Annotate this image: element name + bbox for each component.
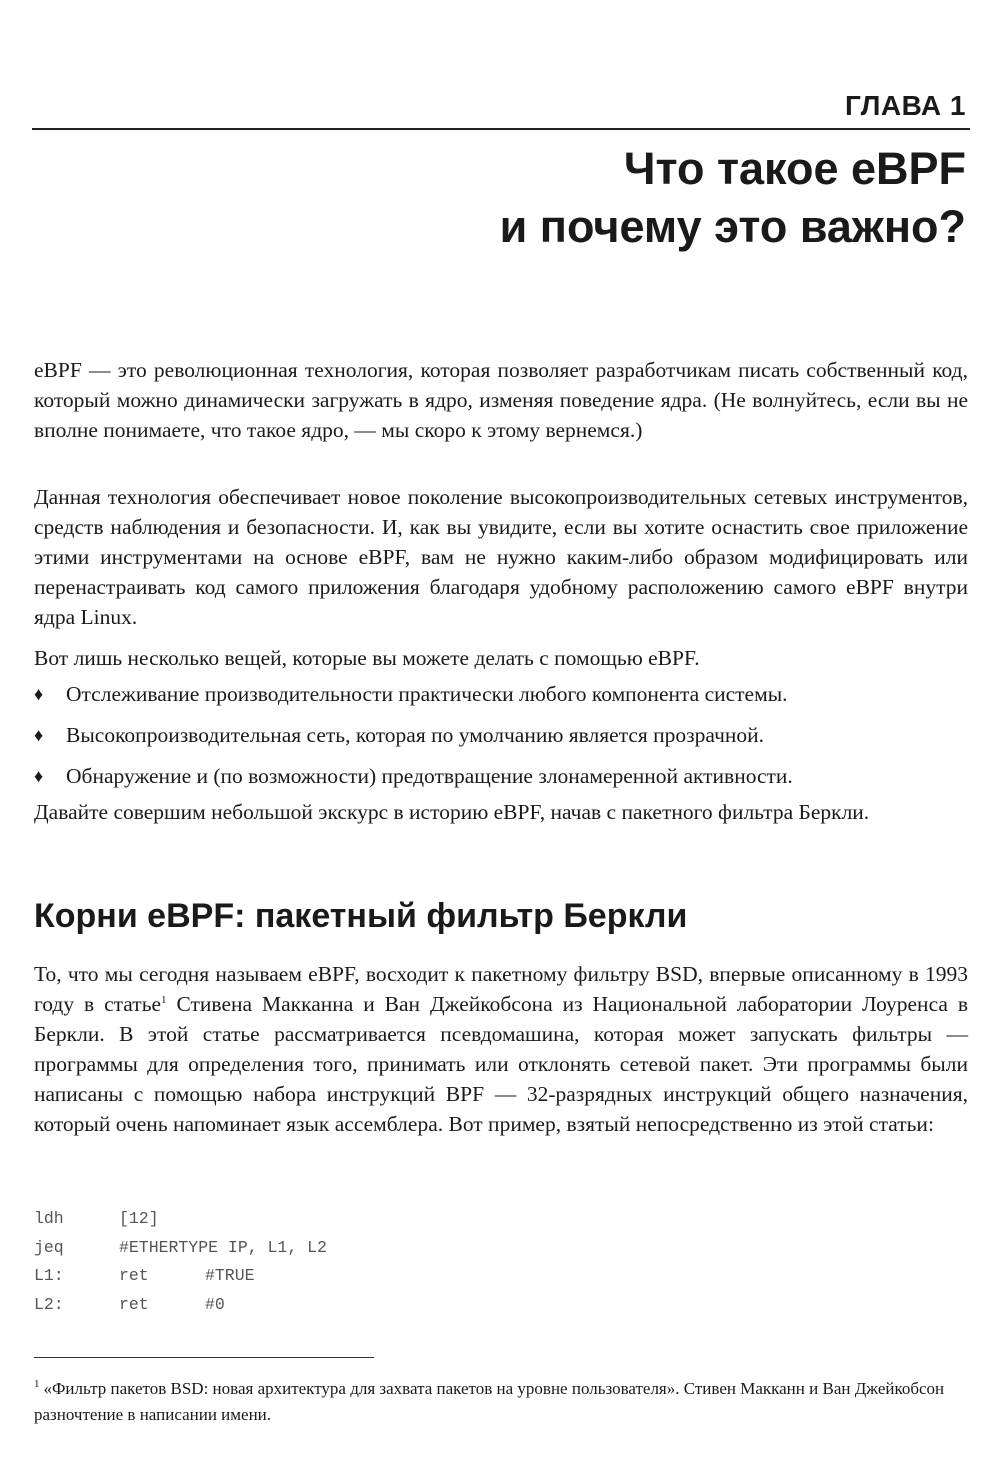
- footnote: [34, 1376, 968, 1428]
- code-line: [34, 1262, 327, 1291]
- code-label: L1:: [34, 1266, 64, 1285]
- code-operand: ret: [119, 1294, 149, 1314]
- list-item: [34, 720, 968, 750]
- chapter-title: [66, 140, 966, 256]
- diamond-bullet-icon: ♦: [34, 684, 44, 704]
- intro-paragraph-3: Вот лишь несколько вещей, которые вы можете делать с помощью eBPF.: [34, 646, 700, 670]
- section-heading: Корни eBPF: пакетный фильтр Беркли: [34, 897, 688, 935]
- section-paragraph-text-start: То, что мы сегодня называем eBPF, восходит к пакетному фильтру BSD, впервые описанному в 1993 году в статье: [34, 962, 968, 1016]
- code-line: [34, 1234, 327, 1263]
- intro-paragraph-1: eBPF — это революционная технология, которая позволяет разработчикам писать собственный код, который можно динамически загружать в ядро, изменяя поведение ядра. (Не волнуйтесь, если вы не вполне понимаете, что такое ядро, — мы скоро к этому вернемся.): [34, 358, 968, 442]
- code-line: [34, 1205, 327, 1234]
- intro-paragraph-2: Данная технология обеспечивает новое поколение высокопроизводительных сетевых инструментов, средств наблюдения и безопасности. И, как вы увидите, если вы хотите оснастить свое приложение этими инструментами на основе eBPF, вам не нужно каким-либо образом модифицировать или перенастраивать код самого приложения благодаря удобному расположению самого eBPF внутри ядра Linux.: [34, 485, 968, 629]
- diamond-bullet-icon: ♦: [34, 725, 44, 745]
- chapter-title-line-1: Что такое eBPF: [623, 143, 966, 194]
- code-operand: [12]: [119, 1209, 159, 1228]
- section-paragraph-1: [34, 959, 968, 1139]
- list-item: [34, 679, 968, 709]
- chapter-label: ГЛАВА 1: [845, 90, 966, 121]
- list-item-text: Высокопроизводительная сеть, которая по умолчанию является прозрачной.: [66, 723, 765, 747]
- footnote-marker: 1: [34, 1378, 40, 1391]
- code-argument: #TRUE: [205, 1266, 255, 1285]
- intro-paragraph-4: Давайте совершим небольшой экскурс в историю eBPF, начав с пакетного фильтра Беркли.: [34, 800, 870, 824]
- list-item: [34, 761, 968, 791]
- list-item-text: Отслеживание производительности практически любого компонента системы.: [66, 682, 788, 706]
- code-label: L2:: [34, 1294, 64, 1314]
- code-block: [34, 1205, 327, 1319]
- feature-list: [34, 679, 968, 802]
- list-item-text: Обнаружение и (по возможности) предотвращение злонамеренной активности.: [66, 764, 793, 788]
- code-label: ldh: [34, 1209, 64, 1228]
- code-operand: ret: [119, 1266, 149, 1285]
- section-paragraph-text-end: Стивена Макканна и Ван Джейкобсона из Национальной лаборатории Лоуренса в Беркли. В этой статье рассматривается псевдомашина, которая может запускать фильтры — программы для определения того, принимать или отклонять сетевой пакет. Эти программы были написаны с помощью набора инструкций BPF — 32-разрядных инструкций общего назначения, который очень напоминает язык ассемблера. Вот пример, взятый непосредственно из этой статьи:: [34, 992, 968, 1136]
- code-label: jeq: [34, 1237, 64, 1257]
- code-argument: #0: [205, 1294, 225, 1314]
- chapter-rule: [32, 128, 970, 130]
- footnote-text: «Фильтр пакетов BSD: новая архитектура для захвата пакетов на уровне пользователя». Стивен Макканн и Ван Джейкобсон разночтение в написании имени.: [34, 1379, 945, 1424]
- footnote-reference[interactable]: 1: [161, 993, 167, 1006]
- chapter-title-line-2: и почему это важно?: [499, 201, 966, 252]
- footnote-divider: [34, 1357, 374, 1358]
- code-line: [34, 1291, 327, 1320]
- diamond-bullet-icon: ♦: [34, 766, 44, 786]
- code-operand: #ETHERTYPE IP, L1, L2: [119, 1237, 327, 1257]
